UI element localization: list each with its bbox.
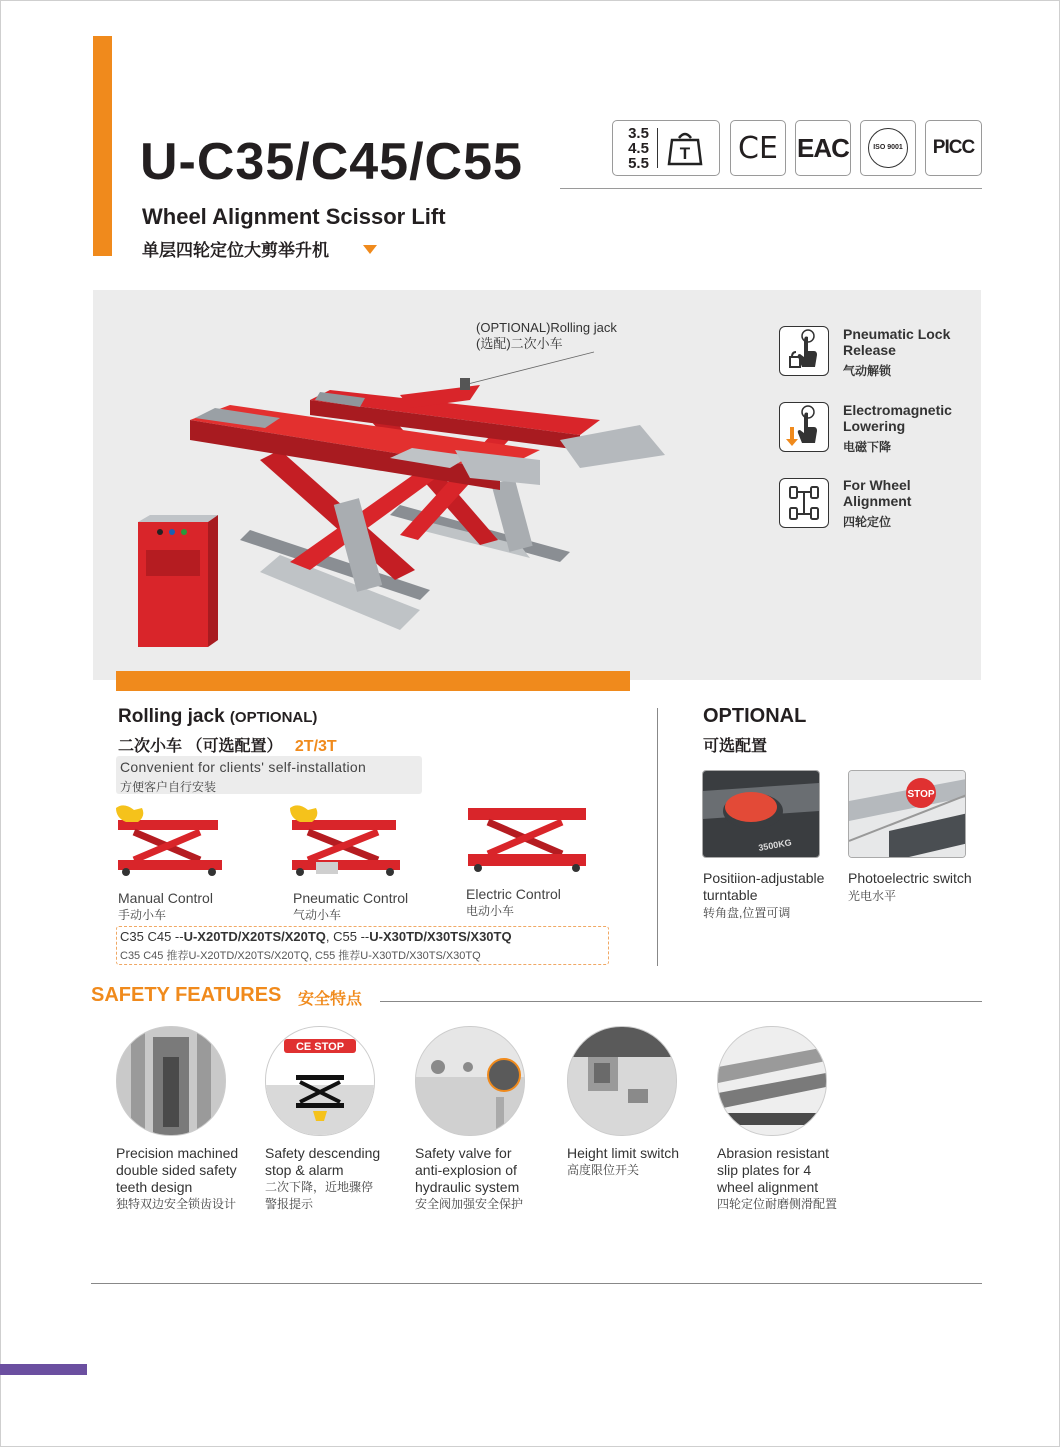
- eac-mark: EAC: [797, 132, 849, 163]
- eac-badge: [795, 120, 851, 176]
- feature-label-cn: 气动解锁: [843, 364, 892, 378]
- note-en: Convenient for clients' self-installation: [120, 759, 367, 775]
- feature-label: Release: [843, 342, 896, 358]
- feature-label-cn: 电磁下降: [843, 440, 892, 454]
- iso-mark: ISO 9001: [868, 128, 908, 168]
- model-x20: U-X20TD/X20TS/X20TQ: [183, 929, 326, 944]
- feature-pneumatic-lock: [843, 326, 950, 379]
- capacity-value: 3.5: [628, 124, 649, 142]
- safety-label-cn: 安全阀加强安全保护: [415, 1197, 524, 1211]
- feature-label: Lowering: [843, 418, 906, 434]
- scissor-lift-illustration: [120, 300, 680, 660]
- slip-plates-label: [717, 1145, 837, 1213]
- safety-label-cn: 四轮定位耐磨侧滑配置: [717, 1197, 838, 1211]
- model-line: [120, 929, 512, 944]
- ce-mark: CE: [738, 130, 778, 166]
- subtitle-cn: 单层四轮定位大剪举升机: [142, 241, 329, 260]
- opt-label-en: turntable: [703, 887, 758, 903]
- safety-label-cn: 独特双边安全锁齿设计: [116, 1197, 237, 1211]
- safety-teeth-label: [116, 1145, 238, 1213]
- section-strip: [116, 671, 630, 691]
- feature-label: Pneumatic Lock: [843, 326, 951, 342]
- callout-cn: (选配)二次小车: [476, 336, 563, 351]
- optional-title: OPTIONAL: [703, 705, 807, 727]
- safety-title: SAFETY FEATURES: [91, 984, 282, 1006]
- jack-label-cn: 电动小车: [466, 904, 515, 918]
- safety-label-en: wheel alignment: [717, 1179, 819, 1195]
- safety-label-en: anti-explosion of: [415, 1162, 517, 1178]
- rj-title-suffix: (OPTIONAL): [229, 709, 318, 726]
- safety-title-cn: 安全特点: [298, 991, 363, 1008]
- ce-badge: [730, 120, 786, 176]
- feature-label: For Wheel: [843, 477, 911, 493]
- weight-icon: [666, 130, 704, 166]
- header-rule: [560, 188, 982, 189]
- capacity-values: [628, 126, 649, 171]
- jack-electric-label: [466, 886, 561, 919]
- accent-bar: [93, 36, 112, 256]
- rolling-jack-title: [118, 706, 317, 728]
- feature-label: Electromagnetic: [843, 402, 952, 418]
- safety-label-cn: 高度限位开关: [567, 1163, 640, 1177]
- height-limit-photo: [567, 1026, 677, 1136]
- jack-label-en: Electric Control: [466, 886, 561, 902]
- photoelectric-photo: [848, 770, 966, 858]
- opt-label-en: Positiion-adjustable: [703, 870, 825, 886]
- opt-label-cn: 转角盘,位置可调: [703, 906, 791, 920]
- model-x30: U-X30TD/X30TS/X30TQ: [369, 929, 512, 944]
- rj-title-text: Rolling jack: [118, 706, 225, 727]
- feature-wheel-alignment: [843, 477, 911, 530]
- picc-mark: PICC: [932, 137, 975, 158]
- footer-rule: [91, 1283, 982, 1284]
- axle-icon: [779, 478, 829, 528]
- jack-pneumatic-label: [293, 890, 408, 923]
- safety-label-en: hydraulic system: [415, 1179, 520, 1195]
- footer-accent-bar: [0, 1364, 87, 1375]
- pneumatic-jack-image: [286, 802, 410, 884]
- rolling-jack-cn: [118, 733, 337, 756]
- safety-label-en: Height limit switch: [567, 1145, 680, 1161]
- feature-electromagnetic: [843, 402, 952, 455]
- feature-label: Alignment: [843, 493, 912, 509]
- optional-cn: 可选配置: [703, 738, 768, 755]
- jack-label-cn: 气动小车: [293, 908, 342, 922]
- safety-label-en: teeth design: [116, 1179, 193, 1195]
- safety-label-cn: 二次下降，近地骤停: [265, 1180, 374, 1194]
- capacity-value: 4.5: [628, 139, 649, 157]
- safety-rule: [380, 1001, 982, 1002]
- model-line-cn: C35 C45 推荐U-X20TD/X20TS/X20TQ, C55 推荐U-X30TD/X30TS/X30TQ: [120, 950, 481, 962]
- slip-plates-photo: [717, 1026, 827, 1136]
- manual-jack-image: [112, 802, 232, 884]
- subtitle: Wheel Alignment Scissor Lift: [142, 204, 446, 229]
- safety-label-en: Safety descending: [265, 1145, 381, 1161]
- page-title: U-C35/C45/C55: [140, 133, 523, 191]
- safety-descending-label: [265, 1145, 380, 1213]
- safety-label-en: Precision machined: [116, 1145, 239, 1161]
- safety-descending-photo: [265, 1026, 375, 1136]
- rj-cn-text: 二次小车 （可选配置）: [118, 738, 283, 755]
- opt-label-en: Photoelectric switch: [848, 870, 972, 886]
- safety-teeth-photo: [116, 1026, 226, 1136]
- jack-manual-label: [118, 890, 213, 923]
- callout-en: (OPTIONAL)Rolling jack: [476, 320, 617, 335]
- turntable-photo: [702, 770, 820, 858]
- model-mid: , C55 --: [325, 929, 370, 944]
- height-limit-label: [567, 1145, 679, 1179]
- weight-unit: T: [679, 144, 691, 163]
- vertical-divider: [657, 708, 658, 966]
- photoelectric-label: [848, 870, 972, 904]
- safety-label-en: double sided safety: [116, 1162, 237, 1178]
- jack-label-en: Pneumatic Control: [293, 890, 409, 906]
- jack-label-en: Manual Control: [118, 890, 213, 906]
- note-cn: 方便客户自行安装: [120, 780, 217, 794]
- iso-badge: [860, 120, 916, 176]
- stop-sign-text: STOP: [907, 789, 935, 800]
- safety-label-cn: 警报提示: [265, 1197, 314, 1211]
- turntable-capacity: 3500KG: [757, 837, 793, 853]
- picc-badge: [925, 120, 982, 176]
- ce-stop-label: CE STOP: [295, 1041, 345, 1053]
- capacity-value: 5.5: [628, 154, 649, 172]
- triangle-down-icon: [363, 245, 377, 254]
- safety-valve-label: [415, 1145, 523, 1213]
- jack-label-cn: 手动小车: [118, 908, 167, 922]
- safety-label-en: stop & alarm: [265, 1162, 344, 1178]
- rj-capacity: 2T/3T: [294, 738, 337, 755]
- opt-label-cn: 光电水平: [848, 889, 897, 903]
- electric-jack-image: [462, 802, 590, 880]
- capacity-badge: [612, 120, 720, 176]
- safety-label-en: Safety valve for: [415, 1145, 512, 1161]
- hand-lock-icon: [779, 326, 829, 376]
- model-prefix: C35 C45 --: [120, 929, 184, 944]
- safety-label-en: Abrasion resistant: [717, 1145, 830, 1161]
- turntable-label: [703, 870, 824, 921]
- hand-down-icon: [779, 402, 829, 452]
- safety-label-en: slip plates for 4: [717, 1162, 812, 1178]
- safety-valve-photo: [415, 1026, 525, 1136]
- feature-label-cn: 四轮定位: [843, 515, 892, 529]
